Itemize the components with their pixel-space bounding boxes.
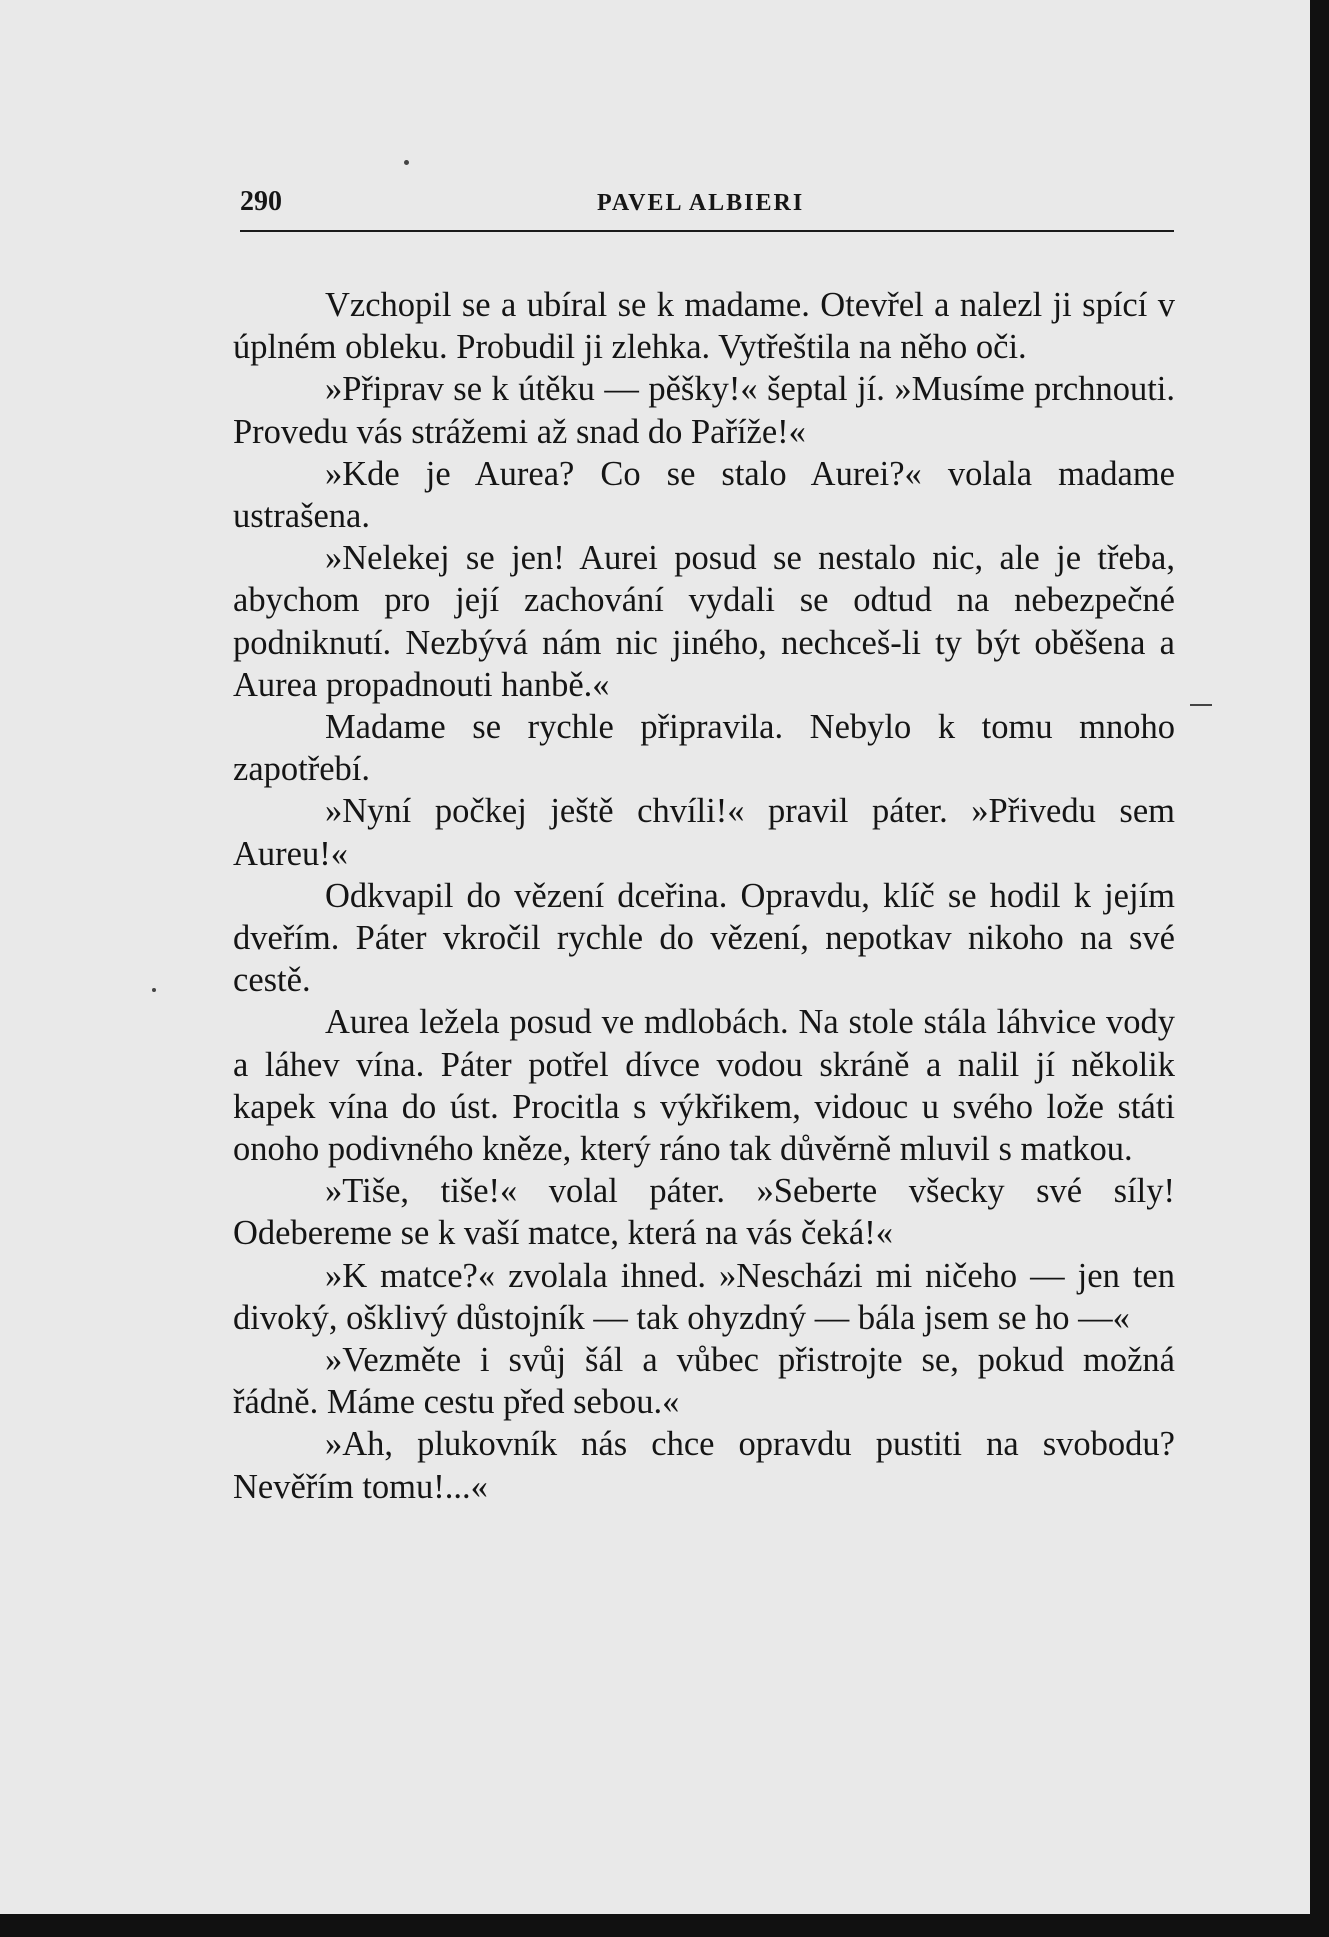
- paragraph: »Vezměte i svůj šál a vůbec přistrojte se, pokud možná řádně. Máme cestu před sebou.«: [233, 1341, 1175, 1422]
- scan-speck: [404, 160, 409, 165]
- paragraph: »Nyní počkej ještě chvíli!« pravil páter. »Přivedu sem Aureu!«: [233, 792, 1175, 873]
- paragraph: »Tiše, tiše!« volal páter. »Seberte všecky své síly! Odebereme se k vaší matce, která na vás čeká!«: [233, 1172, 1175, 1253]
- paragraph: »Připrav se k útěku — pěšky!« šeptal jí. »Musíme prchnouti. Provedu vás strážemi až snad do Paříže!«: [233, 370, 1175, 451]
- scan-speck: [152, 988, 156, 992]
- running-head: PAVEL ALBIERI: [597, 190, 805, 216]
- paragraph: »K matce?« zvolala ihned. »Nescházi mi ničeho — jen ten divoký, ošklivý důstojník — tak ohyzdný — bála jsem se ho —«: [233, 1256, 1175, 1337]
- header-rule: [240, 230, 1174, 232]
- paragraph: »Nelekej se jen! Aurei posud se nestalo nic, ale je třeba, abychom pro její zachování vydali se odtud na nebezpečné podniknutí. Nezbývá nám nic jiného, nechceš-li ty být oběšena a Aurea propadnouti hanbě.«: [233, 539, 1175, 704]
- scan-border-bottom: [0, 1914, 1329, 1937]
- paragraph: »Kde je Aurea? Co se stalo Aurei?« volala madame ustrašena.: [233, 454, 1175, 536]
- paragraph: Aurea ležela posud ve mdlobách. Na stole stála láhvice vody a láhev vína. Páter potřel dívce vodou skráně a nalil jí několik kapek vína do úst. Procitla s výkřikem, vidouc u svého lože státi onoho podivného kněze, který ráno tak důvěrně mluvil s matkou.: [233, 1003, 1175, 1169]
- paragraph: Odkvapil do vězení dceřina. Opravdu, klíč se hodil k jejím dveřím. Páter vkročil rychle do vězení, nepotkav nikoho na své cestě.: [233, 876, 1175, 1000]
- scan-border-right: [1310, 0, 1329, 1937]
- body-text: [233, 284, 1175, 1508]
- paragraph: »Ah, plukovník nás chce opravdu pustiti na svobodu? Nevěřím tomu!...«: [233, 1425, 1175, 1506]
- paragraph: Vzchopil se a ubíral se k madame. Otevřel a nalezl ji spící v úplném obleku. Probudil ji zlehka. Vytřeštila na něho oči.: [233, 286, 1175, 367]
- paragraph: Madame se rychle připravila. Nebylo k tomu mnoho zapotřebí.: [233, 708, 1175, 789]
- scan-speck: [1190, 704, 1212, 706]
- page-number: 290: [240, 186, 282, 217]
- page-header: [240, 186, 1174, 226]
